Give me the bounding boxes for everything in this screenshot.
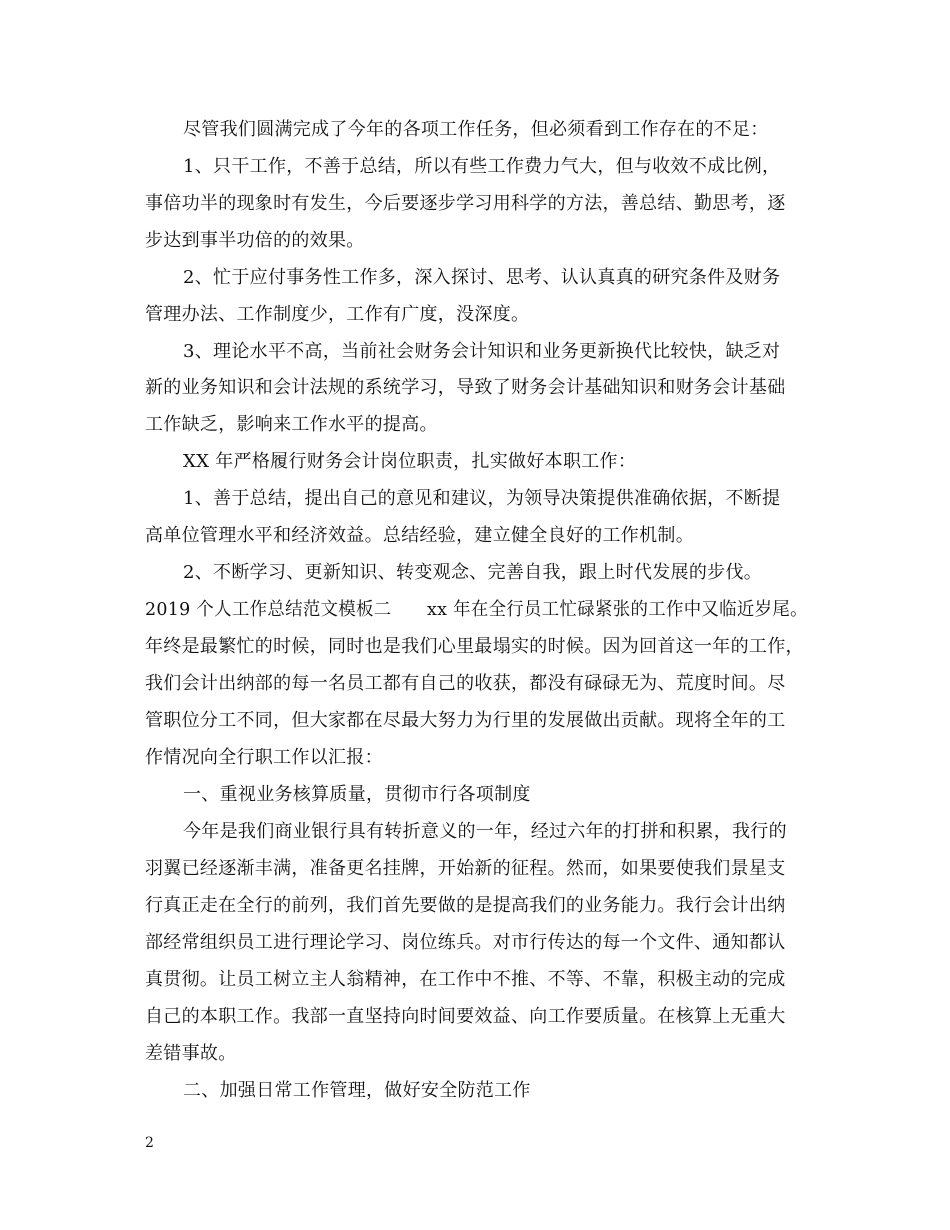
text-line: 2、不断学习、更新知识、转变观念、完善自我，跟上时代发展的步伐。 [183,562,763,583]
page-number: 2 [145,1135,154,1151]
text-line: 今年是我们商业银行具有转折意义的一年，经过六年的打拼和积累，我行的 [183,821,787,842]
text-line: 真贯彻。让员工树立主人翁精神，在工作中不推、不等、不靠，积极主动的完成 [145,969,786,990]
text-line: 新的业务知识和会计法规的系统学习，导致了财务会计基础知识和财务会计基础 [145,377,786,398]
text-line: 差错事故。 [145,1043,237,1064]
text-line: 羽翼已经逐渐丰满，准备更名挂牌，开始新的征程。然而，如果要使我们景星支 [145,858,786,879]
text-line: 工作缺乏，影响来工作水平的提高。 [145,414,438,435]
section-heading: 二、加强日常工作管理，做好安全防范工作 [183,1080,531,1101]
section-heading: 一、重视业务核算质量，贯彻市行各项制度 [183,784,531,805]
text-line: 尽管我们圆满完成了今年的各项工作任务，但必须看到工作存在的不足： [183,119,769,140]
text-line: 行真正走在全行的前列，我们首先要做的是提高我们的业务能力。我行会计出纳 [145,895,786,916]
text-line: 1、善于总结，提出自己的意见和建议，为领导决策提供准确依据，不断提 [183,488,781,509]
text-line: 1、只干工作，不善于总结，所以有些工作费力气大，但与收效不成比例， [183,156,781,177]
text-line: 部经常组织员工进行理论学习、岗位练兵。对市行传达的每一个文件、通知都认 [145,932,786,953]
text-line: XX 年严格履行财务会计岗位职责，扎实做好本职工作： [183,451,637,472]
text-line: 管理办法、工作制度少，工作有广度，没深度。 [145,304,530,325]
text-line: 作情况向全行职工作以汇报： [145,747,383,768]
text-line: 自己的本职工作。我部一直坚持向时间要效益、向工作要质量。在核算上无重大 [145,1006,786,1027]
text-line: 我们会计出纳部的每一名员工都有自己的收获，都没有碌碌无为、荒度时间。尽 [145,673,786,694]
text-line: 年终是最繁忙的时候，同时也是我们心里最塌实的时候。因为回首这一年的工作， [145,636,804,657]
text-line: 事倍功半的现象时有发生，今后要逐步学习用科学的方法，善总结、勤思考，逐 [145,193,786,214]
text-line: 2019 个人工作总结范文模板二 xx 年在全行员工忙碌紧张的工作中又临近岁尾。 [145,599,808,620]
text-line: 高单位管理水平和经济效益。总结经验，建立健全良好的工作机制。 [145,525,694,546]
text-line: 步达到事半功倍的的效果。 [145,230,365,251]
text-line: 2、忙于应付事务性工作多，深入探讨、思考、认认真真的研究条件及财务 [183,267,781,288]
text-line: 3、理论水平不高，当前社会财务会计知识和业务更新换代比较快，缺乏对 [183,341,781,362]
text-line: 管职位分工不同，但大家都在尽最大努力为行里的发展做出贡献。现将全年的工 [145,710,786,731]
